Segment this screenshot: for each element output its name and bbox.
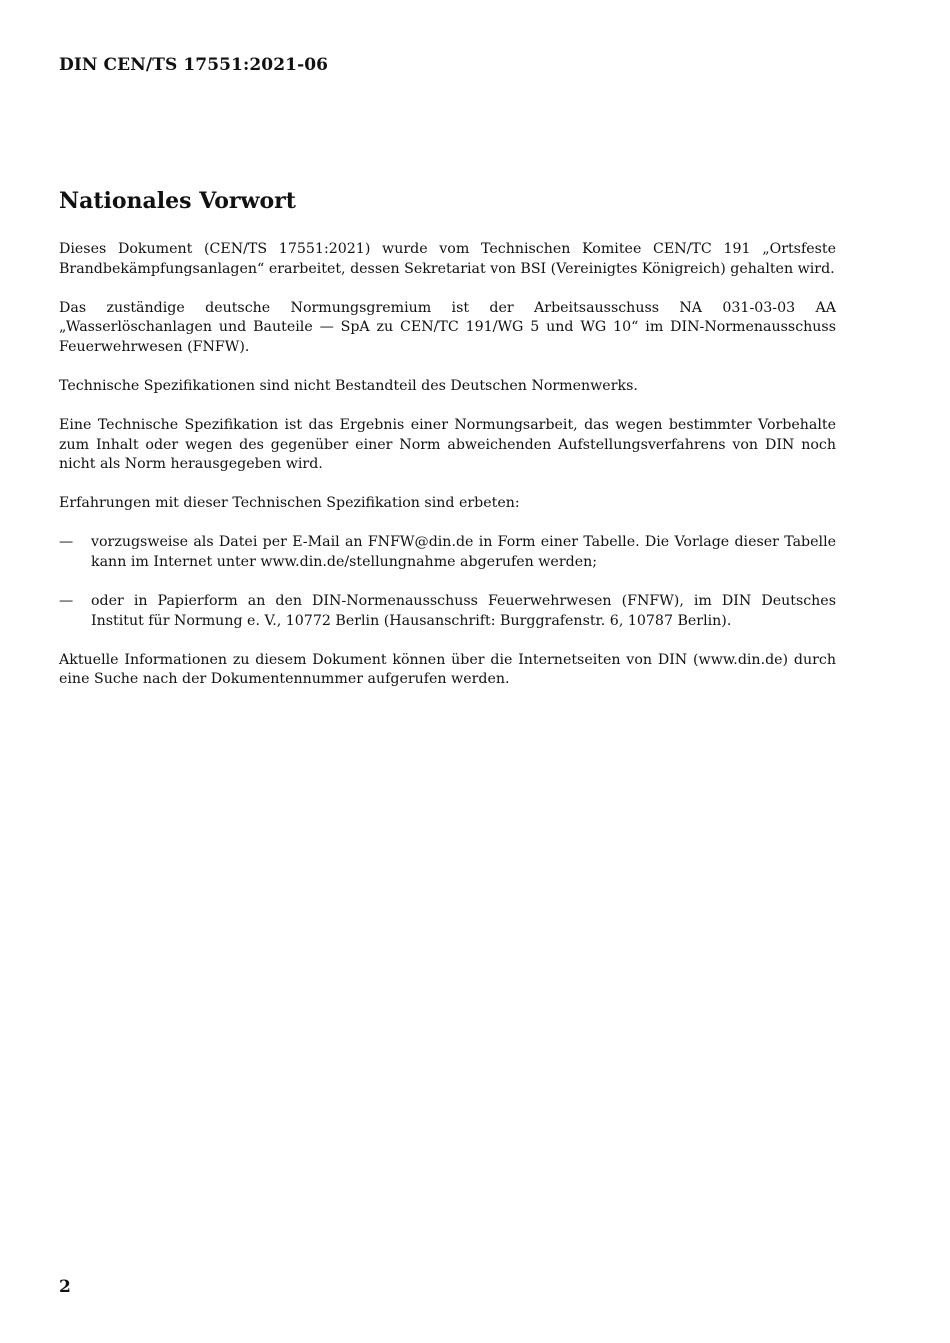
paragraph-responsible-body: Das zuständige deutsche Normungsgremium ist der Arbeitsausschuss NA 031-03-03 AA „Wasserlöschanlagen und Bauteile — SpA zu CEN/TC 191/WG 5 und WG 10“ im DIN-Normenausschuss Feuerwehrwesen (FNFW). (59, 299, 836, 355)
paragraph-committee: Dieses Dokument (CEN/TS 17551:2021) wurde vom Technischen Komitee CEN/TC 191 „Ortsfeste Brandbekämpfungsanlagen“ erarbeitet, dessen Sekretariat von BSI (Vereinigtes Königreich) gehalten wird. (59, 241, 836, 277)
paragraph-feedback-request: Erfahrungen mit dieser Technischen Spezifikation sind erbeten: (59, 495, 520, 512)
list-dash: — (59, 593, 74, 610)
paragraph-current-info: Aktuelle Informationen zu diesem Dokument können über die Internetseiten von DIN (www.din.de) durch eine Suche nach der Dokumentennummer aufgerufen werden. (59, 651, 836, 688)
section-title: Nationales Vorwort (59, 188, 296, 214)
paragraph-ts-status: Technische Spezifikationen sind nicht Bestandteil des Deutschen Normenwerks. (59, 377, 638, 394)
list-item (59, 533, 836, 572)
page-number: 2 (59, 1277, 71, 1297)
list-dash: — (59, 534, 74, 551)
feedback-options-list (59, 533, 836, 631)
list-item-text: vorzugsweise als Datei per E-Mail an FNFW@din.de in Form einer Tabelle. Die Vorlage dieser Tabelle kann im Internet unter www.din.de/stellungnahme abgerufen werden; (91, 534, 836, 571)
list-item-text: oder in Papierform an den DIN-Normenausschuss Feuerwehrwesen (FNFW), im DIN Deutsches Institut für Normung e. V., 10772 Berlin (Hausanschrift: Burggrafenstr. 6, 10787 Berlin). (91, 593, 836, 629)
paragraph-ts-definition: Eine Technische Spezifikation ist das Ergebnis einer Normungsarbeit, das wegen bestimmter Vorbehalte zum Inhalt oder wegen des gegenüber einer Norm abweichenden Aufstellungsverfahrens von DIN noch nicht als Norm herausgegeben wird. (59, 417, 836, 473)
list-item (59, 592, 836, 631)
document-id-header: DIN CEN/TS 17551:2021-06 (59, 55, 329, 75)
body-text (59, 240, 836, 710)
